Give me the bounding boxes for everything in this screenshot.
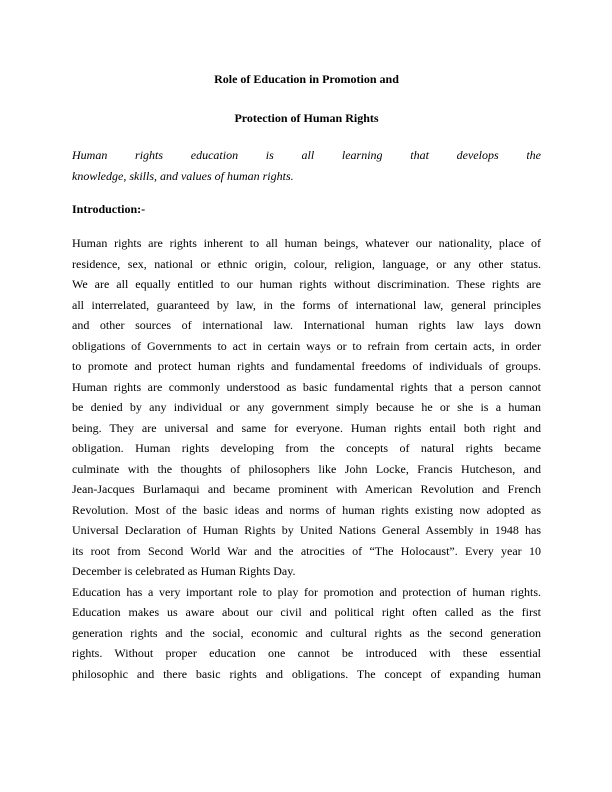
body-line: Human rights are rights inherent to all human beings, whatever our nationality, place of bbox=[72, 236, 541, 250]
body-line: residence, sex, national or ethnic origin, colour, religion, language, or any other status. bbox=[72, 256, 541, 271]
body-line: all interrelated, guaranteed by law, in the forms of international law, general principles bbox=[72, 297, 541, 312]
body-line: Jean-Jacques Burlamaqui and became prominent with American Revolution and French bbox=[72, 482, 541, 496]
body-line: being. They are universal and same for everyone. Human rights entail both right and bbox=[72, 420, 541, 435]
body-line: to promote and protect human rights and fundamental freedoms of individuals of groups. bbox=[72, 359, 541, 373]
body-line: philosophic and there basic rights and obligations. The concept of expanding human bbox=[72, 666, 541, 681]
body-line: and other sources of international law. International human rights law lays down bbox=[72, 318, 541, 332]
body-line: rights. Without proper education one cannot be introduced with these essential bbox=[72, 646, 541, 660]
subtitle-line-2: knowledge, skills, and values of human rights. bbox=[72, 168, 294, 183]
body-line: December is celebrated as Human Rights Day. bbox=[72, 564, 296, 578]
body-line: Revolution. Most of the basic ideas and norms of human rights existing now adopted as bbox=[72, 502, 541, 517]
subtitle-line-1: Human rights education is all learning that develops the bbox=[72, 148, 541, 162]
section-heading-introduction: Introduction:- bbox=[72, 202, 146, 216]
body-line: We are all equally entitled to our human rights without discrimination. These rights are bbox=[72, 277, 541, 291]
document-title-line-1: Role of Education in Promotion and bbox=[214, 72, 399, 86]
body-line: obligations of Governments to act in certain ways or to refrain from certain acts, in order bbox=[72, 338, 541, 353]
body-line: its root from Second World War and the atrocities of “The Holocaust”. Every year 10 bbox=[72, 543, 541, 558]
body-line: culminate with the thoughts of philosophers like John Locke, Francis Hutcheson, and bbox=[72, 461, 541, 476]
body-line: Human rights are commonly understood as basic fundamental rights that a person cannot bbox=[72, 379, 541, 394]
body-line: Education has a very important role to play for promotion and protection of human rights. bbox=[72, 584, 541, 599]
body-line: Universal Declaration of Human Rights by United Nations General Assembly in 1948 has bbox=[72, 523, 541, 537]
document-title-line-2: Protection of Human Rights bbox=[234, 111, 379, 125]
body-line: generation rights and the social, economic and cultural rights as the second generation bbox=[72, 625, 541, 640]
body-line: be denied by any individual or any government simply because he or she is a human bbox=[72, 400, 541, 414]
body-line: obligation. Human rights developing from the concepts of natural rights became bbox=[72, 441, 541, 455]
body-line: Education makes us aware about our civil and political right often called as the first bbox=[72, 605, 541, 619]
document-subtitle bbox=[72, 145, 541, 186]
body-text bbox=[72, 233, 541, 684]
